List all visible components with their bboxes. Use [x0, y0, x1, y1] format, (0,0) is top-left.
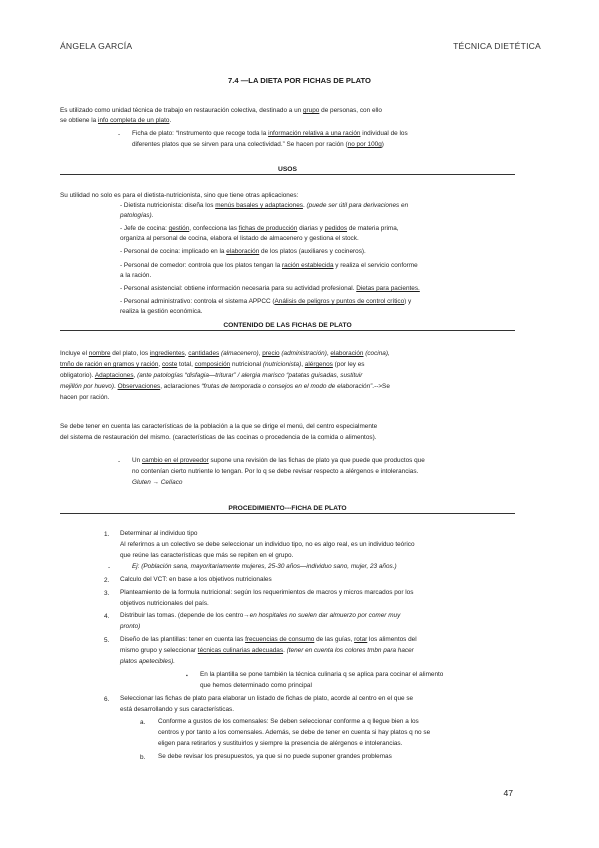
contenido-line-4: [60, 383, 390, 392]
text: ) y: [404, 298, 412, 305]
bullet-square: ▪: [186, 673, 188, 679]
text: - Personal administrativo: controla el sistema APPCC (: [120, 298, 275, 305]
text: (nutricionista): [262, 361, 302, 368]
text: - Personal de comedor: controla que los platos tengan la: [120, 262, 282, 269]
text: información relativa a una ración: [268, 130, 361, 137]
step-1-title: Determinar al individuo tipo: [120, 530, 198, 537]
text: no por 100g: [347, 141, 382, 148]
text: gestión: [168, 225, 190, 232]
step-6-line-2: está desarrollando y sus características.: [120, 706, 235, 713]
text: - Jefe de cocina:: [120, 225, 169, 232]
step-3-line-1: Planteamiento de la formula nutricional: según los requerimientos de macros y micros marcados por los: [120, 589, 414, 596]
usos-dietista: [120, 202, 408, 211]
header-subject: TÉCNICA DIETÉTICA: [453, 41, 541, 51]
text: ,: [184, 350, 189, 357]
text: tmño de ración en gramos y ración: [60, 361, 159, 368]
step-5-bullet-line-1: En la plantilla se pone también la técnica culinaria q se aplica para cocinar el alimento: [200, 671, 444, 678]
text: diarias y: [297, 225, 325, 232]
usos-intro: Su utilidad no solo es para el dietista-nutricionista, sino que tiene otras aplicaciones:: [60, 192, 299, 199]
contenido-line-3: [60, 372, 362, 381]
step-6a-line-3: eligen para retirarlos y sustituirlos y siempre la presencia de alérgenos e intolerancias.: [158, 740, 403, 747]
text: composición: [194, 361, 231, 368]
text: de las guías,: [314, 636, 355, 643]
text: pedidos: [324, 225, 348, 232]
step-4-line-2: [120, 623, 140, 632]
contenido-line-2: [60, 361, 365, 370]
text: Análisis de peligros y puntos de control crítico: [274, 298, 405, 305]
text: total,: [177, 361, 195, 368]
step-6a-line-2: centros y por tanto a los comensales. Además, se debe de tener en cuenta si hay platos q no se: [158, 729, 431, 736]
text: (ante patologías “disfagia—triturar” / alergia marisco “patatas guisadas, sustituir: [137, 372, 363, 379]
text: mejillón por huevo): [60, 383, 114, 390]
usos-jefe-cocina: [120, 225, 399, 234]
step-1-line-2: que reúne las características que más se repiten en el grupo.: [120, 552, 294, 559]
text: Incluye el: [60, 350, 89, 357]
ficha-definition-line-1: [132, 130, 408, 139]
list-dash: -: [118, 458, 121, 465]
text: ,: [301, 361, 305, 368]
text: mismo grupo y seleccionar: [120, 647, 198, 654]
substep-letter: b.: [140, 754, 146, 761]
text: patologías).: [120, 212, 154, 219]
usos-personal-administrativo: [120, 298, 411, 307]
step-4-line-1: [120, 612, 400, 621]
text: precio: [262, 350, 280, 357]
text: elaboración: [226, 248, 260, 255]
usos-personal-asistencial: [120, 285, 420, 294]
text: supone una revisión de las fichas de plato ya que puede que productos que: [208, 457, 425, 464]
text: .: [114, 383, 118, 390]
text: técnicas culinarias adecuadas: [197, 647, 284, 654]
proveedor-line-2: no contenían cierto nutriente lo tengan. Por lo q se debe revisar respecto a alérgenos e intolerancias.: [132, 468, 419, 475]
step-1-example: [132, 563, 397, 572]
text: - Personal asistencial: obtiene información necesaria para su actividad profesional.: [120, 285, 357, 292]
proveedor-line-1: [132, 457, 425, 466]
text: pronto): [120, 623, 141, 630]
page-title: 7.4 —LA DIETA POR FICHAS DE PLATO: [228, 76, 371, 85]
text: - Personal de cocina: implicado en la: [120, 248, 227, 255]
text: de personas, con ello: [319, 107, 382, 114]
poblacion-paragraph-line-2: del sistema de restauración del mismo. (características de las cocinas o procedencia de la comida o alimentos).: [60, 434, 377, 441]
text: “frutas de temporada o consejos en el modo de elaboración”: [201, 383, 373, 390]
step-6b-line-1: Se debe revisar los presupuestos, ya que si no puede suponer grandes problemas: [158, 753, 392, 760]
text: (almacenero): [219, 350, 259, 357]
text: (por ley es: [332, 361, 365, 368]
list-dash: -: [108, 564, 111, 571]
step-number: 2.: [104, 577, 110, 584]
step-number: 3.: [104, 590, 110, 597]
text: ,: [133, 372, 138, 379]
text: (tener en cuenta los colores tmbn para hacer: [286, 647, 414, 654]
text: los alimentos del: [367, 636, 417, 643]
text: del plato, los: [110, 350, 150, 357]
section-heading-contenido: CONTENIDO DE LAS FICHAS DE PLATO: [60, 322, 515, 331]
step-6-line-1: Seleccionar las fichas de plato para elaborar un listado de fichas de plato, acorde al centro en el que se: [120, 695, 414, 702]
text: fichas de producción: [238, 225, 298, 232]
text: (cocina),: [363, 350, 390, 357]
step-number: 4.: [104, 613, 110, 620]
text: Distribuir las tomas. (depende de los centro: [120, 612, 244, 619]
step-5-bullet-line-2: que hemos determinado como principal: [200, 682, 312, 689]
text: elaboración: [330, 350, 364, 357]
text: platos apetecibles).: [120, 658, 176, 665]
text: rotar: [354, 636, 368, 643]
text: .: [169, 117, 172, 124]
text: frecuencias de consumo: [245, 636, 315, 643]
step-number: 5.: [104, 637, 110, 644]
usos-jefe-cocina-cont: organiza al personal de cocina, elabora el listado de almacenero y gestiona el stock.: [120, 235, 359, 242]
text: ración establecida: [282, 262, 334, 269]
section-heading-usos: USOS: [60, 166, 515, 175]
text: ): [381, 141, 384, 148]
text: Gluten → Celíaco: [132, 479, 183, 486]
text: de los platos (auxiliares y cocineros).: [259, 248, 366, 255]
text: ingredientes: [149, 350, 185, 357]
text: obligatorio).: [60, 372, 95, 379]
text: individual de los: [360, 130, 408, 137]
text: .: [283, 647, 287, 654]
text: Adaptaciones: [94, 372, 134, 379]
step-number: 6.: [104, 696, 110, 703]
list-dash: -: [118, 131, 121, 138]
text: nutricional: [230, 361, 263, 368]
text: cambio en el proveedor: [141, 457, 209, 464]
text: Es utilizado como unidad técnica de trabajo en restauración colectiva, destinado a un: [60, 107, 303, 114]
section-heading-procedimiento: PROCEDIMIENTO---FICHA DE PLATO: [60, 505, 515, 514]
text: Un: [132, 457, 142, 464]
step-2: Calculo del VCT: en base a los objetivos nutricionales: [120, 576, 272, 583]
header-author: ÁNGELA GARCÍA: [60, 41, 133, 51]
text: cantidades: [188, 350, 220, 357]
text: .-->Se: [372, 383, 390, 390]
text: Ficha de plato: “Instrumento que recoge toda la: [132, 130, 269, 137]
text: de materia prima,: [347, 225, 399, 232]
text: - Dietista nutricionista: diseña los: [120, 202, 216, 209]
step-1-line-1: Al referirnos a un colectivo se debe seleccionar un individuo tipo, no es algo real, es un individuo teórico: [120, 541, 415, 548]
page-number: 47: [503, 788, 513, 798]
text: se obtiene la: [60, 117, 99, 124]
text: Observaciones: [117, 383, 161, 390]
step-5-line-2: [120, 647, 414, 656]
text: alérgenos: [304, 361, 333, 368]
intro-paragraph-line-2: [60, 117, 171, 126]
text: , aclaraciones: [160, 383, 202, 390]
text: Dietas para pacientes.: [356, 285, 420, 292]
step-3-line-2: objetivos nutricionales del país.: [120, 600, 209, 607]
text: ,: [326, 350, 331, 357]
usos-personal-administrativo-cont: realiza la gestión económica.: [120, 308, 203, 315]
step-5-line-3: [120, 658, 175, 667]
intro-paragraph-line-1: [60, 107, 382, 116]
text: Ej: (Población sana, mayoritariamente mujeres, 25-30 años—individuo sano, mujer, 23 años.): [132, 563, 397, 570]
text: ,: [158, 361, 162, 368]
usos-personal-cocina: [120, 248, 366, 257]
contenido-line-1: [60, 350, 390, 359]
usos-personal-comedor: [120, 262, 418, 271]
contenido-line-5: hacen por ración.: [60, 394, 110, 401]
text: info completa de un plato: [98, 117, 170, 124]
ficha-definition-line-2: [132, 141, 384, 150]
substep-letter: a.: [140, 719, 146, 726]
text: (administración): [279, 350, 327, 357]
step-6a-line-1: Conforme a gustos de los comensales: Se deben seleccionar conforme a q llegue bien a los: [158, 718, 419, 725]
text: grupo: [303, 107, 320, 114]
text: Diseño de las plantillas: tener en cuenta las: [120, 636, 246, 643]
usos-personal-comedor-cont: a la ración.: [120, 272, 152, 279]
text: →en hospitales no suelen dar almuerzo por comer muy: [243, 612, 401, 619]
step-number: 1.: [104, 531, 110, 538]
text: .: [302, 202, 307, 209]
text: coste: [161, 361, 178, 368]
proveedor-line-3: [132, 479, 182, 488]
step-5-line-1: [120, 636, 417, 645]
usos-dietista-cont: [120, 212, 153, 221]
text: ,: [258, 350, 263, 357]
text: menús basales y adaptaciones: [215, 202, 303, 209]
text: diferentes platos que se sirven para una colectividad.” Se hacen por ración (: [132, 141, 348, 148]
text: nombre: [88, 350, 111, 357]
text: y realiza el servicio conforme: [333, 262, 418, 269]
text: (puede ser útil para derivaciones en: [306, 202, 409, 209]
text: , confecciona las: [189, 225, 239, 232]
poblacion-paragraph-line-1: Se debe tener en cuenta las características de la población a la que se dirige el menú, del centro especialmente: [60, 423, 378, 430]
